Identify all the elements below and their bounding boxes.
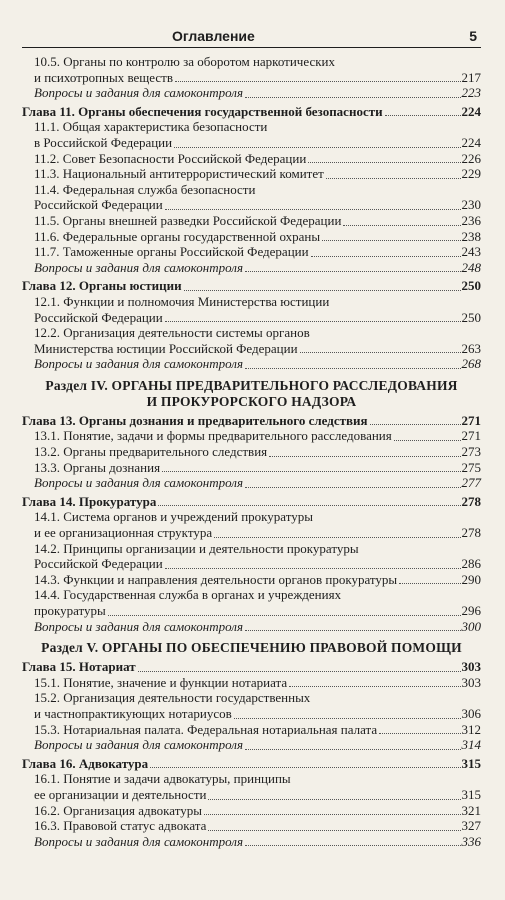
section-heading-line: И ПРОКУРОРСКОГО НАДЗОРА (146, 393, 357, 409)
chapter-entry-row[interactable] (22, 659, 481, 675)
subsection-entry-title: Российской Федерации (34, 556, 163, 572)
subsection-line: 14.1. Система органов и учреждений прокуратуры (34, 509, 313, 525)
subsection-entry-title: Министерства юстиции Российской Федерации (34, 340, 298, 356)
page-number: 5 (469, 28, 477, 44)
subsection-entry[interactable] (22, 818, 481, 834)
leader-dots (204, 814, 461, 815)
leader-dots (165, 209, 461, 210)
subsection-entry-page: 321 (461, 802, 481, 818)
toc-list (22, 54, 481, 849)
leader-dots (269, 456, 460, 457)
subsection-entry-title: и психотропных веществ (34, 69, 173, 85)
subsection-entry-title: 14.3. Функции и направления деятельности органов прокуратуры (34, 571, 398, 587)
subsection-entry-row[interactable] (22, 213, 481, 229)
subsection-line: 10.5. Органы по контролю за оборотом наркотических (34, 54, 335, 69)
subsection-entry-title: 16.2. Организация адвокатуры (34, 802, 202, 818)
leader-dots (245, 630, 461, 631)
questions-entry-title: Вопросы и задания для самоконтроля (34, 356, 243, 372)
subsection-entry-row[interactable] (22, 556, 481, 572)
leader-dots (326, 178, 461, 179)
subsection-entry-page: 236 (461, 212, 481, 228)
subsection-entry-row[interactable] (22, 229, 481, 245)
subsection-entry-row[interactable] (22, 70, 481, 86)
chapter-entry-title: Глава 13. Органы дознания и предварительного следствия (22, 412, 368, 428)
questions-entry-row[interactable] (22, 356, 481, 372)
leader-dots (370, 424, 461, 425)
section-heading-line: Раздел V. ОРГАНЫ ПО ОБЕСПЕЧЕНИЮ ПРАВОВОЙ ПОМОЩИ (41, 640, 462, 656)
subsection-entry[interactable] (22, 771, 481, 802)
subsection-entry[interactable] (22, 509, 481, 540)
subsection-entry-title: 11.6. Федеральные органы государственной охраны (34, 228, 321, 244)
subsection-entry-page: 263 (461, 340, 481, 356)
subsection-entry[interactable] (22, 690, 481, 721)
chapter-entry-page: 250 (461, 278, 481, 294)
subsection-entry-row[interactable] (22, 818, 481, 834)
subsection-entry-title: Российской Федерации (34, 197, 163, 213)
subsection-entry-page: 315 (461, 786, 481, 802)
subsection-entry-title: и частнопрактикующих нотариусов (34, 705, 232, 721)
leader-dots (385, 115, 461, 116)
questions-entry-row[interactable] (22, 737, 481, 753)
subsection-line: 14.4. Государственная служба в органах и учреждениях (34, 587, 342, 603)
subsection-entry[interactable] (22, 587, 481, 618)
subsection-entry-row[interactable] (22, 244, 481, 260)
subsection-line: 12.1. Функции и полномочия Министерства юстиции (34, 293, 330, 309)
questions-entry-title: Вопросы и задания для самоконтроля (34, 737, 243, 753)
subsection-line: 11.1. Общая характеристика безопасности (34, 119, 268, 135)
subsection-entry-title: в Российской Федерации (34, 134, 173, 150)
subsection-entry-row[interactable] (22, 460, 481, 476)
subsection-entry-page: 230 (461, 197, 481, 213)
chapter-entry-page: 278 (461, 493, 481, 509)
leader-dots (108, 615, 461, 616)
chapter-entry-page: 303 (461, 659, 481, 675)
subsection-entry-title: 13.2. Органы предварительного следствия (34, 444, 268, 460)
questions-entry-row[interactable] (22, 619, 481, 635)
subsection-entry[interactable] (22, 229, 481, 245)
subsection-entry-page: 296 (461, 603, 481, 618)
leader-dots (245, 368, 461, 369)
leader-dots (234, 718, 461, 719)
leader-dots (308, 162, 460, 163)
leader-dots (175, 81, 461, 82)
leader-dots (245, 271, 461, 272)
questions-entry-page: 268 (461, 356, 481, 372)
subsection-entry-row[interactable] (22, 722, 481, 738)
chapter-entry-row[interactable] (22, 756, 481, 772)
subsection-entry-row[interactable] (22, 166, 481, 182)
questions-entry-page: 300 (461, 618, 481, 634)
subsection-entry-page: 312 (461, 721, 481, 737)
subsection-line: 16.1. Понятие и задачи адвокатуры, принципы (34, 771, 291, 787)
leader-dots (165, 568, 461, 569)
subsection-entry-page: 286 (461, 556, 481, 572)
leader-dots (138, 671, 461, 672)
subsection-entry-row[interactable] (22, 197, 481, 213)
subsection-entry-page: 224 (461, 134, 481, 150)
subsection-entry-title: 15.3. Нотариальная палата. Федеральная нотариальная палата (34, 721, 378, 737)
questions-entry-row[interactable] (22, 85, 481, 101)
subsection-entry-title: прокуратуры (34, 603, 106, 618)
subsection-entry-page: 327 (461, 818, 481, 834)
subsection-entry-row[interactable] (22, 675, 481, 691)
leader-dots (245, 97, 461, 98)
chapter-entry-row[interactable] (22, 413, 481, 429)
leader-dots (394, 440, 461, 441)
subsection-line: 14.2. Принципы организации и деятельности прокуратуры (34, 540, 359, 556)
leader-dots (150, 767, 460, 768)
subsection-entry-row[interactable] (22, 525, 481, 541)
subsection-entry-title: 11.3. Национальный антитеррористический комитет (34, 166, 324, 182)
page-title: Оглавление (172, 28, 255, 44)
subsection-entry-page: 303 (461, 674, 481, 690)
questions-entry-page: 223 (461, 85, 481, 101)
subsection-entry[interactable] (22, 182, 481, 213)
subsection-entry[interactable] (22, 444, 481, 460)
questions-entry-row[interactable] (22, 834, 481, 850)
subsection-entry-title: 13.3. Органы дознания (34, 459, 161, 475)
questions-entry-title: Вопросы и задания для самоконтроля (34, 259, 243, 275)
subsection-entry-row[interactable] (22, 310, 481, 326)
leader-dots (184, 290, 461, 291)
leader-dots (322, 240, 460, 241)
chapter-entry-row[interactable] (22, 494, 481, 510)
leader-dots (208, 799, 460, 800)
subsection-entry[interactable] (22, 541, 481, 572)
leader-dots (208, 830, 460, 831)
subsection-entry-row[interactable] (22, 706, 481, 722)
subsection-entry-title: 11.5. Органы внешней разведки Российской Федерации (34, 212, 342, 228)
chapter-entry-title: Глава 14. Прокуратура (22, 493, 157, 509)
chapter-entry-title: Глава 16. Адвокатура (22, 755, 149, 771)
chapter-entry-title: Глава 12. Органы юстиции (22, 278, 182, 294)
subsection-entry-page: 275 (461, 459, 481, 475)
subsection-entry-row[interactable] (22, 803, 481, 819)
subsection-entry[interactable] (22, 54, 481, 85)
subsection-entry-page: 306 (461, 705, 481, 721)
subsection-entry-page: 250 (461, 309, 481, 325)
subsection-entry-row[interactable] (22, 787, 481, 803)
subsection-entry-page: 271 (461, 428, 481, 444)
subsection-entry-title: 16.3. Правовой статус адвоката (34, 818, 207, 834)
section-heading (22, 640, 481, 656)
subsection-entry-title: 11.7. Таможенные органы Российской Федерации (34, 244, 309, 260)
leader-dots (158, 505, 460, 506)
questions-entry-title: Вопросы и задания для самоконтроля (34, 475, 243, 491)
chapter-entry-page: 271 (461, 412, 481, 428)
chapter-entry-page: 315 (461, 755, 481, 771)
leader-dots (174, 147, 460, 148)
leader-dots (300, 352, 461, 353)
subsection-entry-title: 15.1. Понятие, значение и функции нотариата (34, 674, 288, 690)
running-header (22, 24, 481, 48)
leader-dots (245, 749, 461, 750)
subsection-entry-title: и ее организационная структура (34, 525, 213, 541)
leader-dots (214, 537, 460, 538)
leader-dots (245, 845, 461, 846)
leader-dots (399, 583, 460, 584)
subsection-entry-page: 273 (461, 444, 481, 460)
subsection-entry-page: 278 (461, 525, 481, 541)
subsection-entry-page: 243 (461, 244, 481, 260)
subsection-entry-row[interactable] (22, 572, 481, 588)
subsection-entry[interactable] (22, 428, 481, 444)
leader-dots (289, 686, 460, 687)
chapter-entry-title: Глава 15. Нотариат (22, 659, 136, 675)
subsection-entry-page: 238 (461, 228, 481, 244)
subsection-entry[interactable] (22, 244, 481, 260)
subsection-entry-title: 11.2. Совет Безопасности Российской Федерации (34, 150, 307, 166)
subsection-entry-title: 13.1. Понятие, задачи и формы предварительного расследования (34, 428, 392, 444)
section-heading-line: Раздел IV. ОРГАНЫ ПРЕДВАРИТЕЛЬНОГО РАССЛЕДОВАНИЯ (45, 377, 458, 393)
subsection-entry-row[interactable] (22, 151, 481, 167)
subsection-entry[interactable] (22, 675, 481, 691)
questions-entry-page: 314 (461, 737, 481, 753)
subsection-entry-row[interactable] (22, 135, 481, 151)
subsection-entry-row[interactable] (22, 444, 481, 460)
subsection-entry-row[interactable] (22, 341, 481, 357)
subsection-line: 15.2. Организация деятельности государственных (34, 690, 311, 706)
subsection-entry[interactable] (22, 722, 481, 738)
leader-dots (165, 321, 461, 322)
leader-dots (162, 471, 460, 472)
leader-dots (245, 487, 461, 488)
subsection-entry-page: 226 (461, 150, 481, 166)
questions-entry-page: 248 (461, 259, 481, 275)
subsection-entry[interactable] (22, 572, 481, 588)
questions-entry-row[interactable] (22, 260, 481, 276)
chapter-entry-row[interactable] (22, 104, 481, 120)
subsection-line: 11.4. Федеральная служба безопасности (34, 181, 256, 197)
subsection-entry-title: ее организации и деятельности (34, 786, 207, 802)
chapter-entry-row[interactable] (22, 278, 481, 294)
leader-dots (311, 256, 461, 257)
questions-entry-title: Вопросы и задания для самоконтроля (34, 618, 243, 634)
subsection-line: 12.2. Организация деятельности системы органов (34, 325, 310, 341)
subsection-entry[interactable] (22, 166, 481, 182)
subsection-entry[interactable] (22, 213, 481, 229)
subsection-entry[interactable] (22, 803, 481, 819)
section-heading (22, 378, 481, 410)
subsection-entry-page: 217 (461, 69, 481, 85)
questions-entry-row[interactable] (22, 475, 481, 491)
subsection-entry[interactable] (22, 119, 481, 150)
subsection-entry-row[interactable] (22, 428, 481, 444)
chapter-entry-page: 224 (461, 103, 481, 119)
subsection-entry-page: 229 (461, 166, 481, 182)
subsection-entry[interactable] (22, 151, 481, 167)
subsection-entry[interactable] (22, 325, 481, 356)
questions-entry-page: 336 (461, 833, 481, 849)
subsection-entry-page: 290 (461, 571, 481, 587)
leader-dots (379, 733, 460, 734)
subsection-entry[interactable] (22, 460, 481, 476)
subsection-entry-title: Российской Федерации (34, 309, 163, 325)
subsection-entry-row[interactable] (22, 603, 481, 619)
chapter-entry-title: Глава 11. Органы обеспечения государственной безопасности (22, 103, 383, 119)
subsection-entry[interactable] (22, 294, 481, 325)
leader-dots (343, 225, 460, 226)
questions-entry-title: Вопросы и задания для самоконтроля (34, 85, 243, 101)
questions-entry-page: 277 (461, 475, 481, 491)
questions-entry-title: Вопросы и задания для самоконтроля (34, 833, 243, 849)
